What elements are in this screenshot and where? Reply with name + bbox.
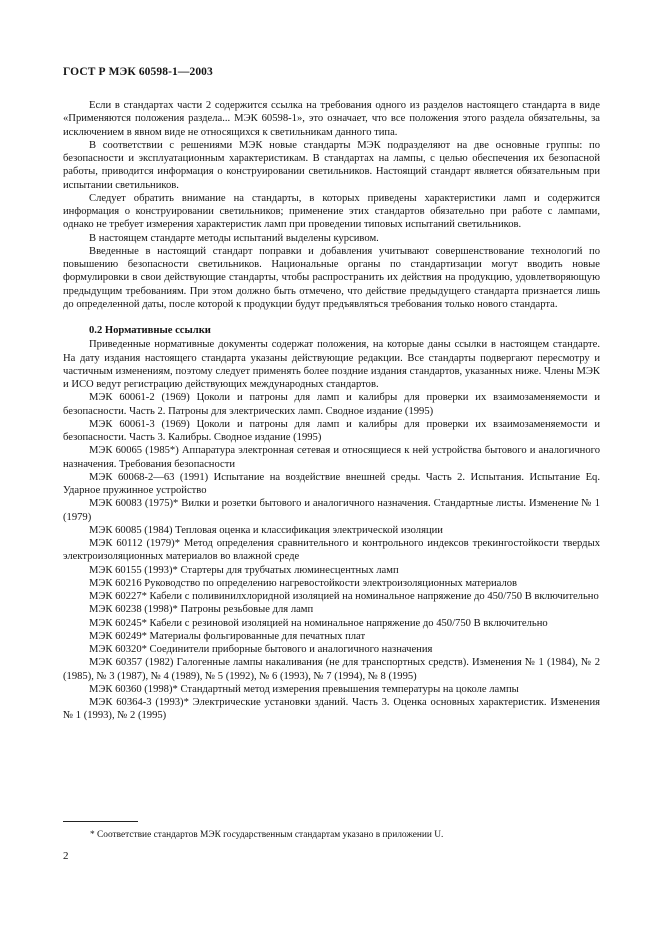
reference-entry: МЭК 60227* Кабели с поливинилхлоридной изоляцией на номинальное напряжение до 450/750 В включительно	[89, 591, 599, 602]
intro-paragraph: Следует обратить внимание на стандарты, в которых приведены характеристики ламп и содержится информация о конструировании светильников; применение этих стандартов обязательно при работе с лампами, однако не требует измерения характеристик ламп при проведении типовых испытаний светильников.	[63, 192, 600, 231]
reference-entry: МЭК 60155 (1993)* Стартеры для трубчатых люминесцентных ламп	[89, 564, 399, 576]
footnote: * Соответствие стандартов МЭК государственным стандартам указано в приложении U.	[90, 830, 444, 840]
reference-entry: МЭК 60360 (1998)* Стандартный метод измерения превышения температуры на цоколе лампы	[89, 683, 519, 695]
reference-entry: МЭК 60320* Соединители приборные бытового и аналогичного назначения	[89, 644, 433, 655]
footnote-divider	[63, 821, 138, 822]
section-paragraph: Приведенные нормативные документы содержат положения, на которые даны ссылки в настоящем стандарте. На дату издания настоящего стандарта указаны действующие редакции. Все стандарты подвергают пересмотру и частичным изменениям, поэтому следует применять более поздние издания стандартов, указанных ниже. Члены МЭК и ИСО ведут регистрацию действующих международных стандартов.	[63, 339, 600, 390]
intro-paragraph: В настоящем стандарте методы испытаний выделены курсивом.	[89, 232, 379, 244]
reference-entry: МЭК 60061-3 (1969) Цоколи и патроны для ламп и калибры для проверки их взаимозаменяемости и безопасности. Часть 3. Калибры. Сводное издание (1995)	[63, 418, 600, 443]
reference-entry: МЭК 60085 (1984) Тепловая оценка и классификация электрической изоляции	[89, 524, 443, 536]
reference-entry: МЭК 60061-2 (1969) Цоколи и патроны для ламп и калибры для проверки их взаимозаменяемости и безопасности. Часть 2. Патроны для электрических ламп. Сводное издание (1995)	[63, 392, 600, 417]
page-body	[63, 99, 600, 723]
intro-paragraph: Введенные в настоящий стандарт поправки и добавления учитывают совершенствование технологий по повышению безопасности светильников. Национальные органы по стандартизации могут вводить новые формулировки в свои действующие стандарты, чтобы распространить их действия на продукцию, удовлетворяющую предыдущим требованиям. При этом должно быть отмечено, что действие предыдущего стандарта признается лишь до определенной даты, после которой к продукции будут предъявляться требования только нового стандарта.	[63, 245, 600, 310]
intro-paragraph: В соответствии с решениями МЭК новые стандарты МЭК подразделяют на две основные группы: по безопасности и эксплуатационным характеристикам. В стандартах на лампы, с целью обеспечения их безопасной работы, приводится информация о конструировании светильников. Настоящий стандарт является обязательным при испытании светильников.	[63, 139, 600, 191]
reference-entry: МЭК 60249* Материалы фольгированные для печатных плат	[89, 630, 366, 642]
reference-entry: МЭК 60068-2—63 (1991) Испытание на воздействие внешней среды. Часть 2. Испытания. Испытание Eq. Ударное пружинное устройство	[63, 471, 600, 496]
reference-entry: МЭК 60238 (1998)* Патроны резьбовые для ламп	[89, 604, 314, 616]
reference-entry: МЭК 60245* Кабели с резиновой изоляцией на номинальное напряжение до 450/750 В включительно	[89, 617, 548, 629]
reference-entry: МЭК 60065 (1985*) Аппаратура электронная сетевая и относящиеся к ней устройства бытового и аналогичного назначения. Требования безопасности	[63, 445, 600, 470]
reference-entry: МЭК 60083 (1975)* Вилки и розетки бытового и аналогичного назначения. Стандартные листы. Изменение № 1 (1979)	[63, 498, 600, 523]
page-number: 2	[63, 850, 69, 862]
reference-entry: МЭК 60112 (1979)* Метод определения сравнительного и контрольного индексов трекингостойкости твердых электроизоляционных материалов во влажной среде	[63, 538, 600, 563]
document-header: ГОСТ Р МЭК 60598-1—2003	[63, 66, 213, 78]
reference-entry: МЭК 60364-3 (1993)* Электрические установки зданий. Часть 3. Оценка основных характеристик. Изменения № 1 (1993), № 2 (1995)	[63, 697, 600, 722]
reference-entry: МЭК 60216 Руководство по определению нагревостойкости электроизоляционных материалов	[89, 577, 518, 589]
intro-paragraph: Если в стандартах части 2 содержится ссылка на требования одного из разделов настоящего стандарта в виде «Применяются положения раздела... МЭК 60598-1», это означает, что все положения этого раздела обязательны, за исключением в явном виде не относящихся к светильникам данного типа.	[63, 100, 600, 138]
section-title: 0.2 Нормативные ссылки	[89, 325, 211, 336]
reference-entry: МЭК 60357 (1982) Галогенные лампы накаливания (не для транспортных средств). Изменения № 1 (1984), № 2 (1985), № 3 (1987), № 4 (1989), № 5 (1992), № 6 (1993), № 7 (1994), № 8 (1995)	[63, 657, 600, 682]
